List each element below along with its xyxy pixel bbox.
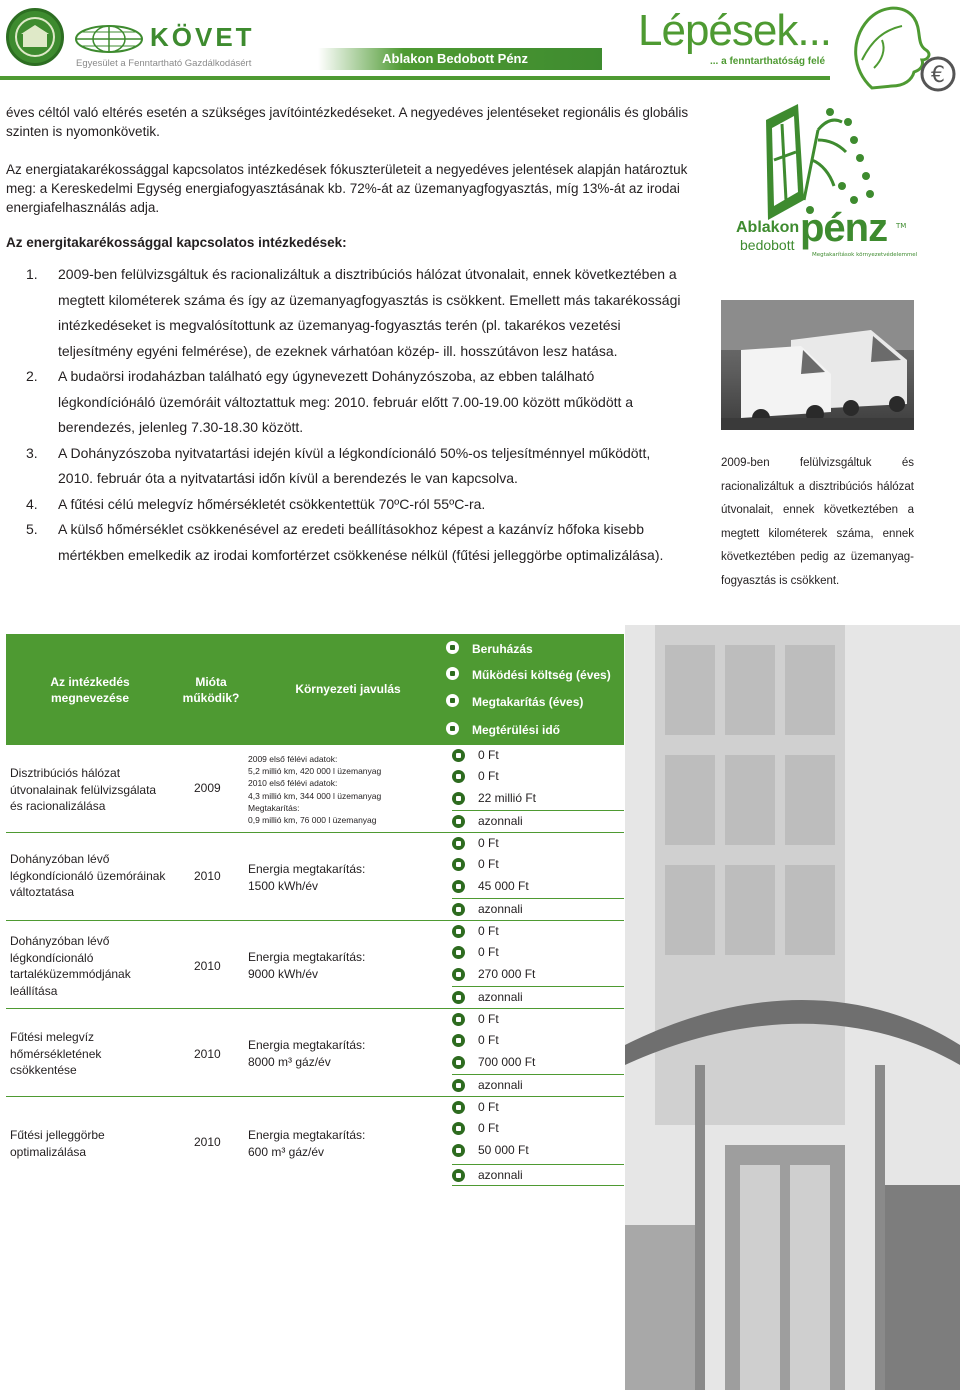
cost-operating xyxy=(452,942,624,964)
measure-number: 5. xyxy=(26,521,38,537)
cost-value: 0 Ft xyxy=(478,945,499,959)
cost-payback xyxy=(452,810,624,832)
measure-item xyxy=(26,492,686,518)
office-building-photo xyxy=(625,625,960,1390)
cost-investment xyxy=(452,745,624,767)
cost-investment xyxy=(452,1097,624,1119)
environmental-improvement xyxy=(248,949,448,982)
cost-value: azonnali xyxy=(478,1168,523,1182)
savings-icon xyxy=(452,1144,465,1157)
globe-logo-icon xyxy=(74,24,144,54)
operating-cost-icon xyxy=(452,770,465,783)
investment-icon xyxy=(452,1101,465,1114)
measure-name: Dohányzóban lévő légkondícionáló tartaléküzemmódjának leállítása xyxy=(10,934,131,998)
savings-icon xyxy=(452,1056,465,1069)
cost-value: azonnali xyxy=(478,1078,523,1092)
cost-savings xyxy=(452,964,624,986)
cost-value: 50 000 Ft xyxy=(478,1143,529,1157)
env-line: 1500 kWh/év xyxy=(248,878,319,893)
env-line: Energia megtakarítás: xyxy=(248,862,366,876)
cost-operating xyxy=(452,1030,624,1052)
measure-year: 2010 xyxy=(194,959,221,973)
cost-value: 0 Ft xyxy=(478,1033,499,1047)
cost-value: 0 Ft xyxy=(478,924,499,938)
org-name: KÖVET xyxy=(150,22,255,52)
cost-value: azonnali xyxy=(478,814,523,828)
env-line: 0,9 millió km, 76 000 l üzemanyag xyxy=(248,815,377,826)
measure-number: 3. xyxy=(26,444,38,461)
cost-operating xyxy=(452,766,624,788)
table-row xyxy=(6,920,624,1008)
environmental-improvement xyxy=(248,861,448,894)
savings-icon xyxy=(446,694,459,707)
investment-icon xyxy=(446,641,459,654)
cost-payback xyxy=(452,986,624,1008)
measure-year: 2010 xyxy=(194,1135,221,1149)
cost-payback xyxy=(452,898,624,920)
column-header-since: Mióta működik? xyxy=(182,675,240,705)
env-line: 2010 első félévi adatok: xyxy=(248,778,338,789)
measure-text: A fűtési célú melegvíz hőmérsékletét csökkentettük 70ºC-ról 55ºC-ra. xyxy=(58,495,486,512)
cost-value: 0 Ft xyxy=(478,1121,499,1135)
env-line: 5,2 millió km, 420 000 l üzemanyag xyxy=(248,766,382,777)
cost-value: 270 000 Ft xyxy=(478,967,536,981)
measure-name: Disztribúciós hálózat útvonalainak felülvizsgálata és racionalizálása xyxy=(10,766,157,813)
cost-operating xyxy=(452,1118,624,1140)
legend-label: Beruházás xyxy=(472,642,533,656)
savings-icon xyxy=(452,792,465,805)
cost-investment xyxy=(452,833,624,855)
environmental-improvement xyxy=(248,753,448,826)
savings-icon xyxy=(452,968,465,981)
payback-icon xyxy=(452,1169,465,1182)
intro-paragraph-2: Az energiatakarékossággal kapcsolatos intézkedések fókuszterületeit a negyedéves jelentések alapján határoztuk meg: a Kereskedelmi Egység energiafogyasztásának kb. 72%-át az üzemanyagfogyasztás, míg 13%-át az irodai energiafelhasználás adja. xyxy=(6,162,688,215)
leaf-head-euro-icon xyxy=(842,0,960,92)
cost-value: 700 000 Ft xyxy=(478,1055,536,1069)
legend-label: Megtérülési idő xyxy=(472,723,561,737)
table-row xyxy=(6,744,624,830)
measure-number: 1. xyxy=(26,266,38,282)
measure-number: 2. xyxy=(26,368,38,384)
cost-payback xyxy=(452,1074,624,1096)
cost-savings xyxy=(452,788,624,810)
payback-icon xyxy=(446,722,459,735)
env-line: 600 m³ gáz/év xyxy=(248,1144,325,1159)
env-line: 9000 kWh/év xyxy=(248,966,319,981)
intro-paragraph-1: éves céltól való eltérés esetén a szükséges javítóintézkedéseket. A negyedéves jelentéseket regionális és globális szinten is nyomonkövetik. xyxy=(6,105,689,139)
logo-tagline: Megtakarítások környezetvédelemmel xyxy=(812,252,918,258)
legend-label: Működési költség (éves) xyxy=(472,668,611,682)
association-seal-icon xyxy=(6,8,64,66)
section-banner xyxy=(318,48,602,70)
env-line: 2009 első félévi adatok: xyxy=(248,754,338,764)
measure-year: 2010 xyxy=(194,1047,221,1061)
column-header-name: Az intézkedés megnevezése xyxy=(50,675,130,705)
delivery-vans-photo xyxy=(721,300,914,430)
banner-title: Ablakon Bedobott Pénz xyxy=(382,51,528,66)
cost-value: azonnali xyxy=(478,990,523,1004)
svg-text:€: € xyxy=(931,63,945,88)
legend-label: Megtakarítás (éves) xyxy=(472,695,584,709)
photo-caption: 2009-ben felülvizsgáltuk és racionalizáltuk a disztribúciós hálózat útvonalait, ennek következtében a megtett kilométerek száma, ennek következtében pedig az üzemanyag-fogyasztás is csökkent. xyxy=(721,457,914,587)
operating-cost-icon xyxy=(446,667,459,680)
cost-operating xyxy=(452,854,624,876)
cost-investment xyxy=(452,1009,624,1031)
operating-cost-icon xyxy=(452,1122,465,1135)
env-line: Energia megtakarítás: xyxy=(248,1038,366,1052)
measure-year: 2009 xyxy=(194,781,221,795)
cost-savings xyxy=(452,1052,624,1074)
brand-title: Lépések... xyxy=(638,6,832,55)
operating-cost-icon xyxy=(452,946,465,959)
investment-icon xyxy=(452,749,465,762)
environmental-improvement xyxy=(248,1127,448,1160)
org-subtitle: Egyesület a Fenntartható Gazdálkodásért xyxy=(76,58,252,69)
measure-item xyxy=(26,517,686,568)
payback-icon xyxy=(452,991,465,1004)
env-line: Energia megtakarítás: xyxy=(248,1128,366,1142)
cost-value: 0 Ft xyxy=(478,857,499,871)
table-row xyxy=(6,832,624,920)
brand-subtitle: ... a fenntarthatóság felé xyxy=(710,56,826,67)
measure-item xyxy=(26,364,686,441)
investment-icon xyxy=(452,925,465,938)
cost-value: azonnali xyxy=(478,902,523,916)
logo-word-penz: pénz xyxy=(800,206,888,250)
env-line: 8000 m³ gáz/év xyxy=(248,1054,331,1069)
measure-year: 2010 xyxy=(194,869,221,883)
environmental-improvement xyxy=(248,1037,448,1070)
column-header-environment: Környezeti javulás xyxy=(295,682,401,696)
measure-name: Dohányzóban lévő légkondícionáló üzemóráinak változtatása xyxy=(10,852,166,899)
investment-icon xyxy=(452,837,465,850)
measure-number: 4. xyxy=(26,495,38,512)
header-rule xyxy=(0,76,830,80)
cost-savings xyxy=(452,1140,624,1162)
table-row xyxy=(6,1096,624,1186)
cost-investment xyxy=(452,921,624,943)
cost-value: 0 Ft xyxy=(478,1012,499,1026)
measure-text: 2009-ben felülvizsgáltuk és racionalizáltuk a disztribúciós hálózat útvonalait, ennek következtében a megtett kilométerek száma és így az üzemanyagfogyasztás is csökkent. Emellett más takarékossági intézkedéseket is megvalósítottunk az üzemanyag-fogyasztás terén (pl. takarékos vezetési teljesítmény egyéni felmérése), de ezeknek várhatóan közép- ill. hosszútávon lesz hatása. xyxy=(58,266,681,359)
cost-value: 0 Ft xyxy=(478,748,499,762)
payback-icon xyxy=(452,1079,465,1092)
operating-cost-icon xyxy=(452,1034,465,1047)
cost-value: 45 000 Ft xyxy=(478,879,529,893)
env-line: 4,3 millió km, 344 000 l üzemanyag xyxy=(248,790,382,801)
logo-word-bedobott: bedobott xyxy=(740,237,795,253)
measures-list xyxy=(26,262,686,568)
cost-value: 0 Ft xyxy=(478,1100,499,1114)
payback-icon xyxy=(452,903,465,916)
logo-trademark: TM xyxy=(896,222,907,230)
cost-savings xyxy=(452,876,624,898)
measure-name: Fűtési melegvíz hőmérsékletének csökkentése xyxy=(10,1030,102,1077)
savings-icon xyxy=(452,880,465,893)
cost-payback xyxy=(452,1164,624,1186)
measure-text: A Dohányzószoba nyitvatartási idején kívül a légkondícionáló 50%-os teljesítménnyel működött, 2010. február óta a nyitvatartási időn kívül a berendezés le van kapcsolva. xyxy=(58,444,651,486)
cost-value: 22 millió Ft xyxy=(478,791,537,805)
env-line: Energia megtakarítás: xyxy=(248,950,366,964)
measure-item xyxy=(26,441,686,492)
logo-word-ablakon: Ablakon xyxy=(736,219,800,236)
page-header xyxy=(0,0,960,92)
table-row xyxy=(6,1008,624,1096)
cost-value: 0 Ft xyxy=(478,769,499,783)
measures-heading: Az energitakarékossággal kapcsolatos intézkedések: xyxy=(6,235,347,250)
env-line: Megtakarítás: xyxy=(248,802,300,813)
measure-text: A külső hőmérséklet csökkenésével az eredeti beállításokhoz képest a kazánvíz hőfoka kisebb mértékben emelkedik az irodai komfortérzet csökkenése nélkül (fűtési jelleggörbe optimalizálása). xyxy=(58,521,664,563)
measure-text: A budaörsi irodaházban található egy úgynevezett Dohányzószoba, az ebben található légkondícióнáló üzemóráit változtattuk meg: 2010. február előtt 7.00-19.00 között működött a berendezés, jelenleg 7.30-18.30 között. xyxy=(58,368,634,435)
measure-item xyxy=(26,262,686,364)
payback-icon xyxy=(452,815,465,828)
operating-cost-icon xyxy=(452,858,465,871)
investment-icon xyxy=(452,1013,465,1026)
cost-value: 0 Ft xyxy=(478,836,499,850)
measure-name: Fűtési jelleggörbe optimalizálása xyxy=(10,1128,105,1159)
